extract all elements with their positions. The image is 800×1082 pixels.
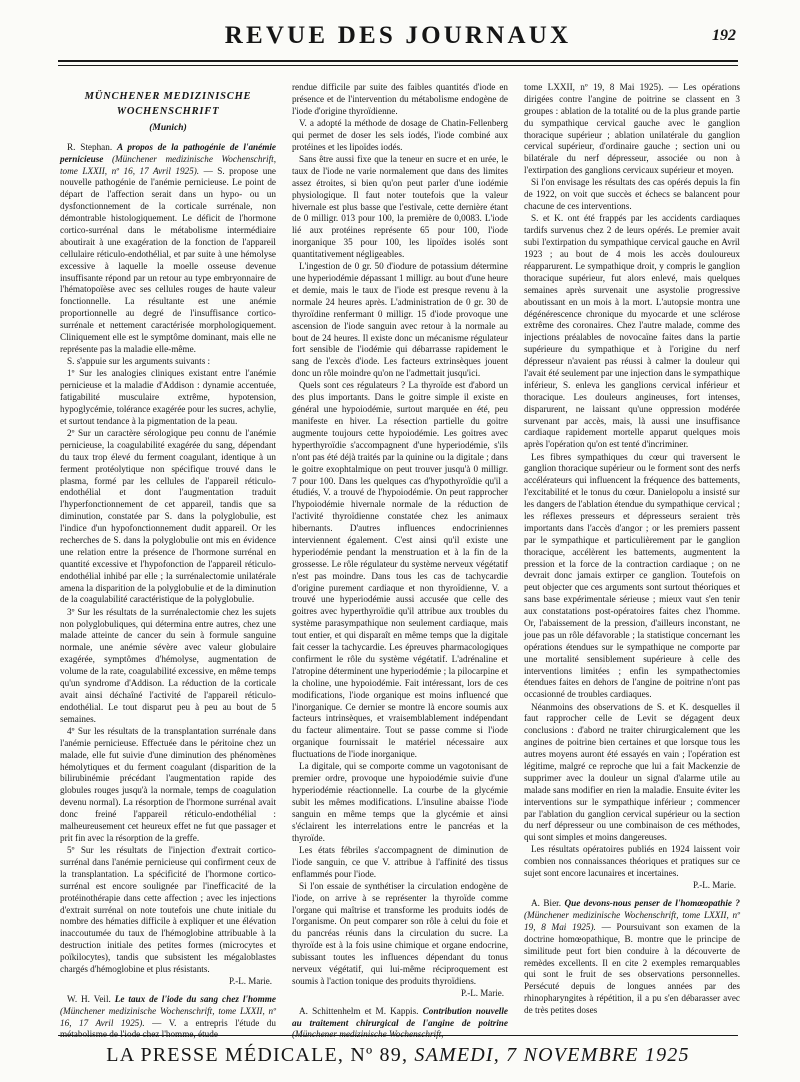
signature: P.-L. Marie. xyxy=(229,976,272,987)
paragraph: Si l'on envisage les résultats des cas opérés depuis la fin de 1922, on voit que succès et échecs se balancent pour chacune de ces interventions. xyxy=(524,177,740,212)
column-1 xyxy=(60,82,277,1040)
paragraph: 2º Sur un caractère sérologique peu connu de l'anémie pernicieuse, la coagulabilité exagérée du sang, dépendant du taux trop élevé du ferment coagulant, identique à un ferment protéolytique non spécifique trouvé dans le plasma, formé par les cellules de l'appareil réticulo-endothélial et dont l'augmentation traduit l'hyperfonctionnement de cet appareil, tandis que sa diminution, constatée par S. dans la polyglobulie, est l'indice d'un hypofonctionnement dudit appareil. Or les recherches de S. dans la polyglobulie ont mis en évidence une relation entre la présence de l'hormone surrénal en quantité excessive et l'hypofonction de l'appareil réticulo-endothélial inhibé par elle ; la surrénalectomie unilatérale amena la disparition de la polyglobulie et de la diminution de la coagulabilité caractéristique de la polyglobulie. xyxy=(60,427,276,605)
article-3-title: Contribution nouvelle au traitement chirurgical de l'angine de poitrine xyxy=(292,1005,508,1028)
article-3-reference: (Münchener medizinische Wochenschrift, xyxy=(292,1029,444,1040)
footer-journal: LA PRESSE MÉDICALE, xyxy=(106,1044,345,1066)
paragraph: Sans être aussi fixe que la teneur en sucre et en urée, le taux de l'iode ne varie normalement que dans des limites assez étroites, si bien qu'on peut parler d'une iodémie physiologique. Il faut noter toutefois que la valeur hivernale est plus basse que l'estivale, cette dernière étant de 0 milligr. 013 pour 100, la première de 0,0083. L'iode lié aux protéines représente 65 pour 100, l'iode inorganique 35 pour 100, les lipoïdes isolés sont quantitativement négligeables. xyxy=(292,153,508,260)
column-2 xyxy=(292,82,508,1040)
page-number: 192 xyxy=(712,27,736,44)
article-1-title: A propos de la pathogénie de l'anémie pernicieuse xyxy=(60,141,277,164)
article-4-abstract xyxy=(524,898,740,1017)
paragraph: Les résultats opératoires publiés en 1924 laissent voir combien nos connaissances théoriques et pratiques sur ce sujet sont encore lacunaires et incertaines. xyxy=(524,844,740,879)
article-2-text: — V. a entrepris l'étude du métabolisme de l'iode chez l'homme, étude xyxy=(60,1017,276,1040)
paragraph: 4º Sur les résultats de la transplantation surrénale dans l'anémie pernicieuse. Effectuée dans le péritoine chez un malade, elle fut suivie d'une diminution des phénomènes hémolytiques et du ferment coagulant (disparition de la bilirubinémie précédant l'augmentation rapide des globules rouges jusqu'à la normale, temps de coagulation devenu normal). La résorption de l'hormone surrénal avait donc freiné l'appareil réticulo-endothélial : malheureusement cet heureux effet ne fut que passager et prit fin avec la résorption de la greffe. xyxy=(60,725,276,843)
paragraph: Quels sont ces régulateurs ? La thyroïde est d'abord un des plus importants. Dans le goitre simple il existe en général une hypoiodémie, surtout marquée en été, peu manifeste en hiver. La résection partielle du goitre augmente toujours cette hypoiodémie. Les goitres avec hyperthyroïdie s'accompagnent d'une hyperiodémie, s'ils n'ont pas été déjà traités par la quinine ou la digitale ; dans le goitre exophtalmique on peut trouver jusqu'à 0 milligr. 7 pour 100. Dans les quelques cas d'hypothyroïdie qu'il a étudiés, V. a trouvé de l'hypoiodémie. On peut rapprocher l'hypoiodémie hivernale normale de la réduction de l'activité thyroïdienne constatée chez les animaux hibernants. D'autres influences endocriniennes interviennent également. C'est ainsi qu'il existe une hyperiodémie pendant la menstruation et à la fin de la grossesse. Le rôle régulateur du système nerveux végétatif n'est pas moindre. Dans tous les cas de tachycardie d'origine purement cardiaque et non thyroïdienne, V. a trouvé une hyperiodémie aussi accusée que celle des goitres avec hyperthyroïdie qu'il attribue aux troubles du système parasympathique non seulement cardiaque, mais tout entier, et qui disparaît en même temps que la digitale fait cesser la tachycardie. Les épreuves pharmacologiques confirment le rôle du système végétatif. L'adrénaline et l'atropine déterminent une hyperiodémie ; la pilocarpine et la choline, une hypoiodémie. Fait intéressant, lors de ces modifications, l'iode organique est moins influencé que l'inorganique. Ce dernier se montre là encore soumis aux facteurs intrinsèques, et vraisemblablement indépendant du facteur alimentaire. Tout se passe comme si l'iode organique fournissait le matériel nécessaire aux fluctuations de l'iode inorganique. xyxy=(292,380,508,760)
article-4-text: — Poursuivant son examen de la doctrine homœopathique, B. montre que le principe de similitude peut fort bien conduire à la découverte de remèdes excellents. Il en cite 2 exemples remarquables qui sont le fruit de ses observations personnelles. Persécuté depuis de longues années par des rhinopharyngites à répétition, il a pu s'en débarasser avec de très petites doses xyxy=(524,921,741,1016)
article-1-abstract xyxy=(60,142,276,356)
page-footer xyxy=(58,1035,738,1075)
paragraph: tome LXXII, nº 19, 8 Mai 1925). — Les opérations dirigées contre l'angine de poitrine se classent en 3 groupes : ablation de la totalité ou de la plus grande partie du sympathique cervical gauche avec le ganglion thoracique supérieur ; ablation unilatérale du ganglion cervical supérieur, d'ordinaire gauche ; section uni ou bilatérale du nerf dépresseur, associée ou non à l'extirpation des ganglions cervicaux supérieur et moyen. xyxy=(524,82,740,176)
paragraph: L'ingestion de 0 gr. 50 d'iodure de potassium détermine une hyperiodémie dépassant 1 milligr. au bout d'une heure et demie, mais le taux de l'iode est presque revenu à la normale 24 heures après. L'administration de 0 gr. 30 de thyroïdine renfermant 0 milligr. 15 d'iode provoque une ascension de l'iode sanguin avec retour à la normale au bout de 24 heures. Il existe donc un mécanisme régulateur fort sensible de l'iodémie qui débarrasse rapidement le sang de l'excès d'iode. Les facteurs extrinsèques jouent donc un rôle moindre qu'on ne l'admettait jusqu'ici. xyxy=(292,261,508,379)
footer-line xyxy=(58,1044,738,1067)
paragraph: Si l'on essaie de synthétiser la circulation endogène de l'iode, on arrive à se représenter la thyroïde comme l'organe qui maîtrise et transforme les produits iodés de l'organisme. On peut comparer son rôle à celui du foie et du pancréas réunis dans la circulation du sucre. La thyroïde est à la fois usine chimique et organe endocrine, subissant toutes les influences dépendant du tonus nerveux végétatif, qui lui-même réciproquement est soumis à l'action tonique des produits thyroïdiens. xyxy=(292,880,508,986)
page-header xyxy=(58,22,738,66)
article-2-reference: (Münchener medizinische Wochenschrift, tome LXXII, nº 16, 17 Avril 1925). xyxy=(60,1005,276,1028)
footer-issue: Nº 89, xyxy=(350,1044,409,1066)
footer-date: SAMEDI, 7 NOVEMBRE 1925 xyxy=(414,1044,690,1066)
paragraph: 5º Sur les résultats de l'injection d'extrait cortico-surrénal dans l'anémie pernicieuse qui confirment ceux de la transplantation. La spécificité de l'hormone cortico-surrénal est encore soulignée par l'inefficacité de la protéinothérapie dans cette affection ; avec les injections d'extrait surrénal on note toutefois une chute initiale du nombre des hématies difficile à expliquer et une élévation inaccoutumée du taux de l'hémoglobine attribuable à la destruction initiale des petites formes (microcytes et poïkilocytes), tandis que subsistent les mégaloblastes chargés d'hémoglobine et plus résistants. xyxy=(60,845,276,974)
article-2-title: Le taux de l'iode du sang chez l'homme xyxy=(114,993,276,1004)
header-rule-thin xyxy=(58,65,738,66)
journal-title: MÜNCHENER MEDIZINISCHE WOCHENSCHRIFT xyxy=(84,91,252,118)
footer-rule xyxy=(58,1035,738,1036)
paragraph: S. et K. ont été frappés par les accidents cardiaques tardifs survenus chez 2 de leurs opérés. Le premier avait subi l'extirpation du sympathique cervical gauche en Avril 1923 ; au bout de 4 mois les accès douloureux réapparurent. Le sympathique droit, y compris le ganglion thoracique supérieur, fut alors enlevé, mais quelques semaines après survenait une asystolie progressive aboutissant en un mois à la mort. L'autopsie montra une dégénérescence chronique du myocarde et une sclérose extrême des coronaires. Chez l'autre malade, comme des injections préalables de novocaïne faites dans la partie supérieure du sympathique et à l'origine du nerf dépresseur n'avaient pas réussi à calmer la douleur qui l'avait été seulement par une injection dans le sympathique inférieur, S. enleva les ganglions cervical inférieur et thoracique. Les douleurs angineuses, fort intenses, disparurent, ne laissant qu'une oppression modérée survenant par accès, mais, là aussi une insuffisance cardiaque rapidement mortelle apparut quelques mois après l'opération qu'on est tenté d'incriminer. xyxy=(524,213,740,450)
header-rule xyxy=(58,60,738,62)
paragraph: Les états fébriles s'accompagnent de diminution de l'iode sanguin, ce que V. attribue à l'affinité des tissus enflammés pour l'iode. xyxy=(292,844,508,879)
article-4-title: Que devons-nous penser de l'homœopathie ? xyxy=(564,898,740,909)
signature: P.-L. Marie. xyxy=(461,988,504,999)
column-3 xyxy=(524,82,740,1030)
paragraph: Néanmoins des observations de S. et K. desquelles il faut rapprocher celle de Levit se dégagent deux conclusions : d'abord ne traiter chirurgicalement que les angines de poitrine bien certaines et que lorsque tous les autres moyens auront été essayés en vain ; l'opération est légitime, malgré ce reproche que lui a fait Mackenzie de supprimer avec la douleur un signal d'alarme utile au malade sans modifier en rien la maladie. Ensuite éviter les interventions sur le sympathique inférieur ; commencer par l'ablation du ganglion cervical supérieur ou la section du nerf dépresseur ou une combinaison de ces méthodes, qui sont simples et moins dangereuses. xyxy=(524,701,740,843)
article-1-text: — S. propose une nouvelle pathogénie de l'anémie pernicieuse. Le point de départ de l'affection serait dans un hypo- ou un dysfonctionnement de la corticale surrénale, non démontrable histologiquement. Le déficit de l'hormone cortico-surrénal dans le métabolisme intermédiaire aboutirait à une exagération de la fonction de l'appareil cellulaire réticulo-endothélial, et par suite à une hémolyse excessive à laquelle la moelle osseuse devenue insuffisante répond par un retour au type embryonnaire de l'hématopoïèse avec ses cellules rouges de haute valeur fonctionnelle. La résultante est une anémie proportionnelle au degré de l'insuffisance cortico-surrénale et nettement caractérisée morphologiquement. Cliniquement elle est le symptôme dominant, mais elle ne représente pas la maladie elle-même. xyxy=(60,165,277,354)
article-3-author: A. Schittenhelm et M. Kappis. xyxy=(299,1005,419,1016)
paragraph: 1º Sur les analogies cliniques existant entre l'anémie pernicieuse et la maladie d'Addison : dynamie accentuée, fatigabilité musculaire extrême, hypotension, hypoglycémie, tolérance exagérée pour les sucres, achylie, et surtout tendance à la pigmentation de la peau. xyxy=(60,368,276,426)
signature: P.-L. Marie. xyxy=(693,880,736,891)
paragraph: V. a adopté la méthode de dosage de Chatin-Fellenberg qui permet de doser les sels iodés, l'iode combiné aux protéines et les lipoïdes iodés. xyxy=(292,117,508,152)
paragraph: rendue difficile par suite des faibles quantités d'iode en présence et de l'intervention du métabolisme endogène de l'iode d'origine thyroïdienne. xyxy=(292,82,508,116)
paragraph: 3º Sur les résultats de la surrénalectomie chez les sujets non polyglobuliques, qui détermina entre autres, chez une malade atteinte de cancer du sein à formule sanguine normale, une anémie sévère avec valeur globulaire exagérée, symptômes d'hémolyse, augmentation de volume de la rate, coagulabilité excessive, en même temps qu'un syndrome d'Addison. La réduction de la corticale avait ainsi déchaîné l'activité de l'appareil réticulo-endothélial. Le tout disparut peu à peu au bout de 5 semaines. xyxy=(60,606,276,724)
paragraph: S. s'appuie sur les arguments suivants : xyxy=(67,356,211,367)
paragraph: Les fibres sympathiques du cœur qui traversent le ganglion thoracique supérieur ou le forment sont des nerfs accélérateurs qui influencent la fréquence des battements, l'excitabilité et le tonus du cœur. Danielopolu a insisté sur les dangers de l'ablation étendue du sympathique cervical ; les réflexes presseurs et dépresseurs seraient très importants dans l'accès d'angor ; or les premiers passent par le sympathique et particulièrement par le ganglion thoracique, accélèrent les battements, augmentent la pression et la force de la contraction cardiaque ; on ne devrait donc jamais extirper ce ganglion. Toutefois on peut objecter que ces arguments sont surtout théoriques et sans base expérimentale sérieuse ; mieux vaut s'en tenir aux constatations post-opératoires faites chez l'homme. Or, l'abaissement de la pression, d'ailleurs inconstant, ne joue pas un rôle défavorable ; la statistique concernant les opérations étendues sur le sympathique ne comporte par une mortalité sensiblement supérieure à celle des interventions limitées ; enfin les sympathectomies étendues faites en dehors de l'angine de poitrine n'ont pas occasionné de troubles cardiaques. xyxy=(524,451,740,700)
journal-city: (Munich) xyxy=(149,123,187,134)
text-columns xyxy=(60,82,741,1040)
article-2-author: W. H. Veil. xyxy=(67,993,111,1004)
article-1-author: R. Stephan. xyxy=(67,141,113,152)
section-title: REVUE DES JOURNAUX xyxy=(224,22,572,49)
article-4-reference: (Münchener medizinische Wochenschrift, tome LXXII, nº 19, 8 Mai 1925). xyxy=(524,909,740,932)
article-4-author: A. Bier. xyxy=(531,898,561,909)
article-1-reference: (Münchener medizinische Wochenschrift, tome LXXII, nº 16, 17 Avril 1925). xyxy=(60,153,276,176)
paragraph: La digitale, qui se comporte comme un vagotonisant de premier ordre, provoque une hypoiodémie suivie d'une hyperiodémie réactionnelle. La courbe de la glycémie subit les mêmes modifications. L'insuline abaisse l'iode sanguin en même temps que la glycémie et ainsi s'éclairent les interrelations entre le pancréas et la thyroïde. xyxy=(292,761,508,843)
